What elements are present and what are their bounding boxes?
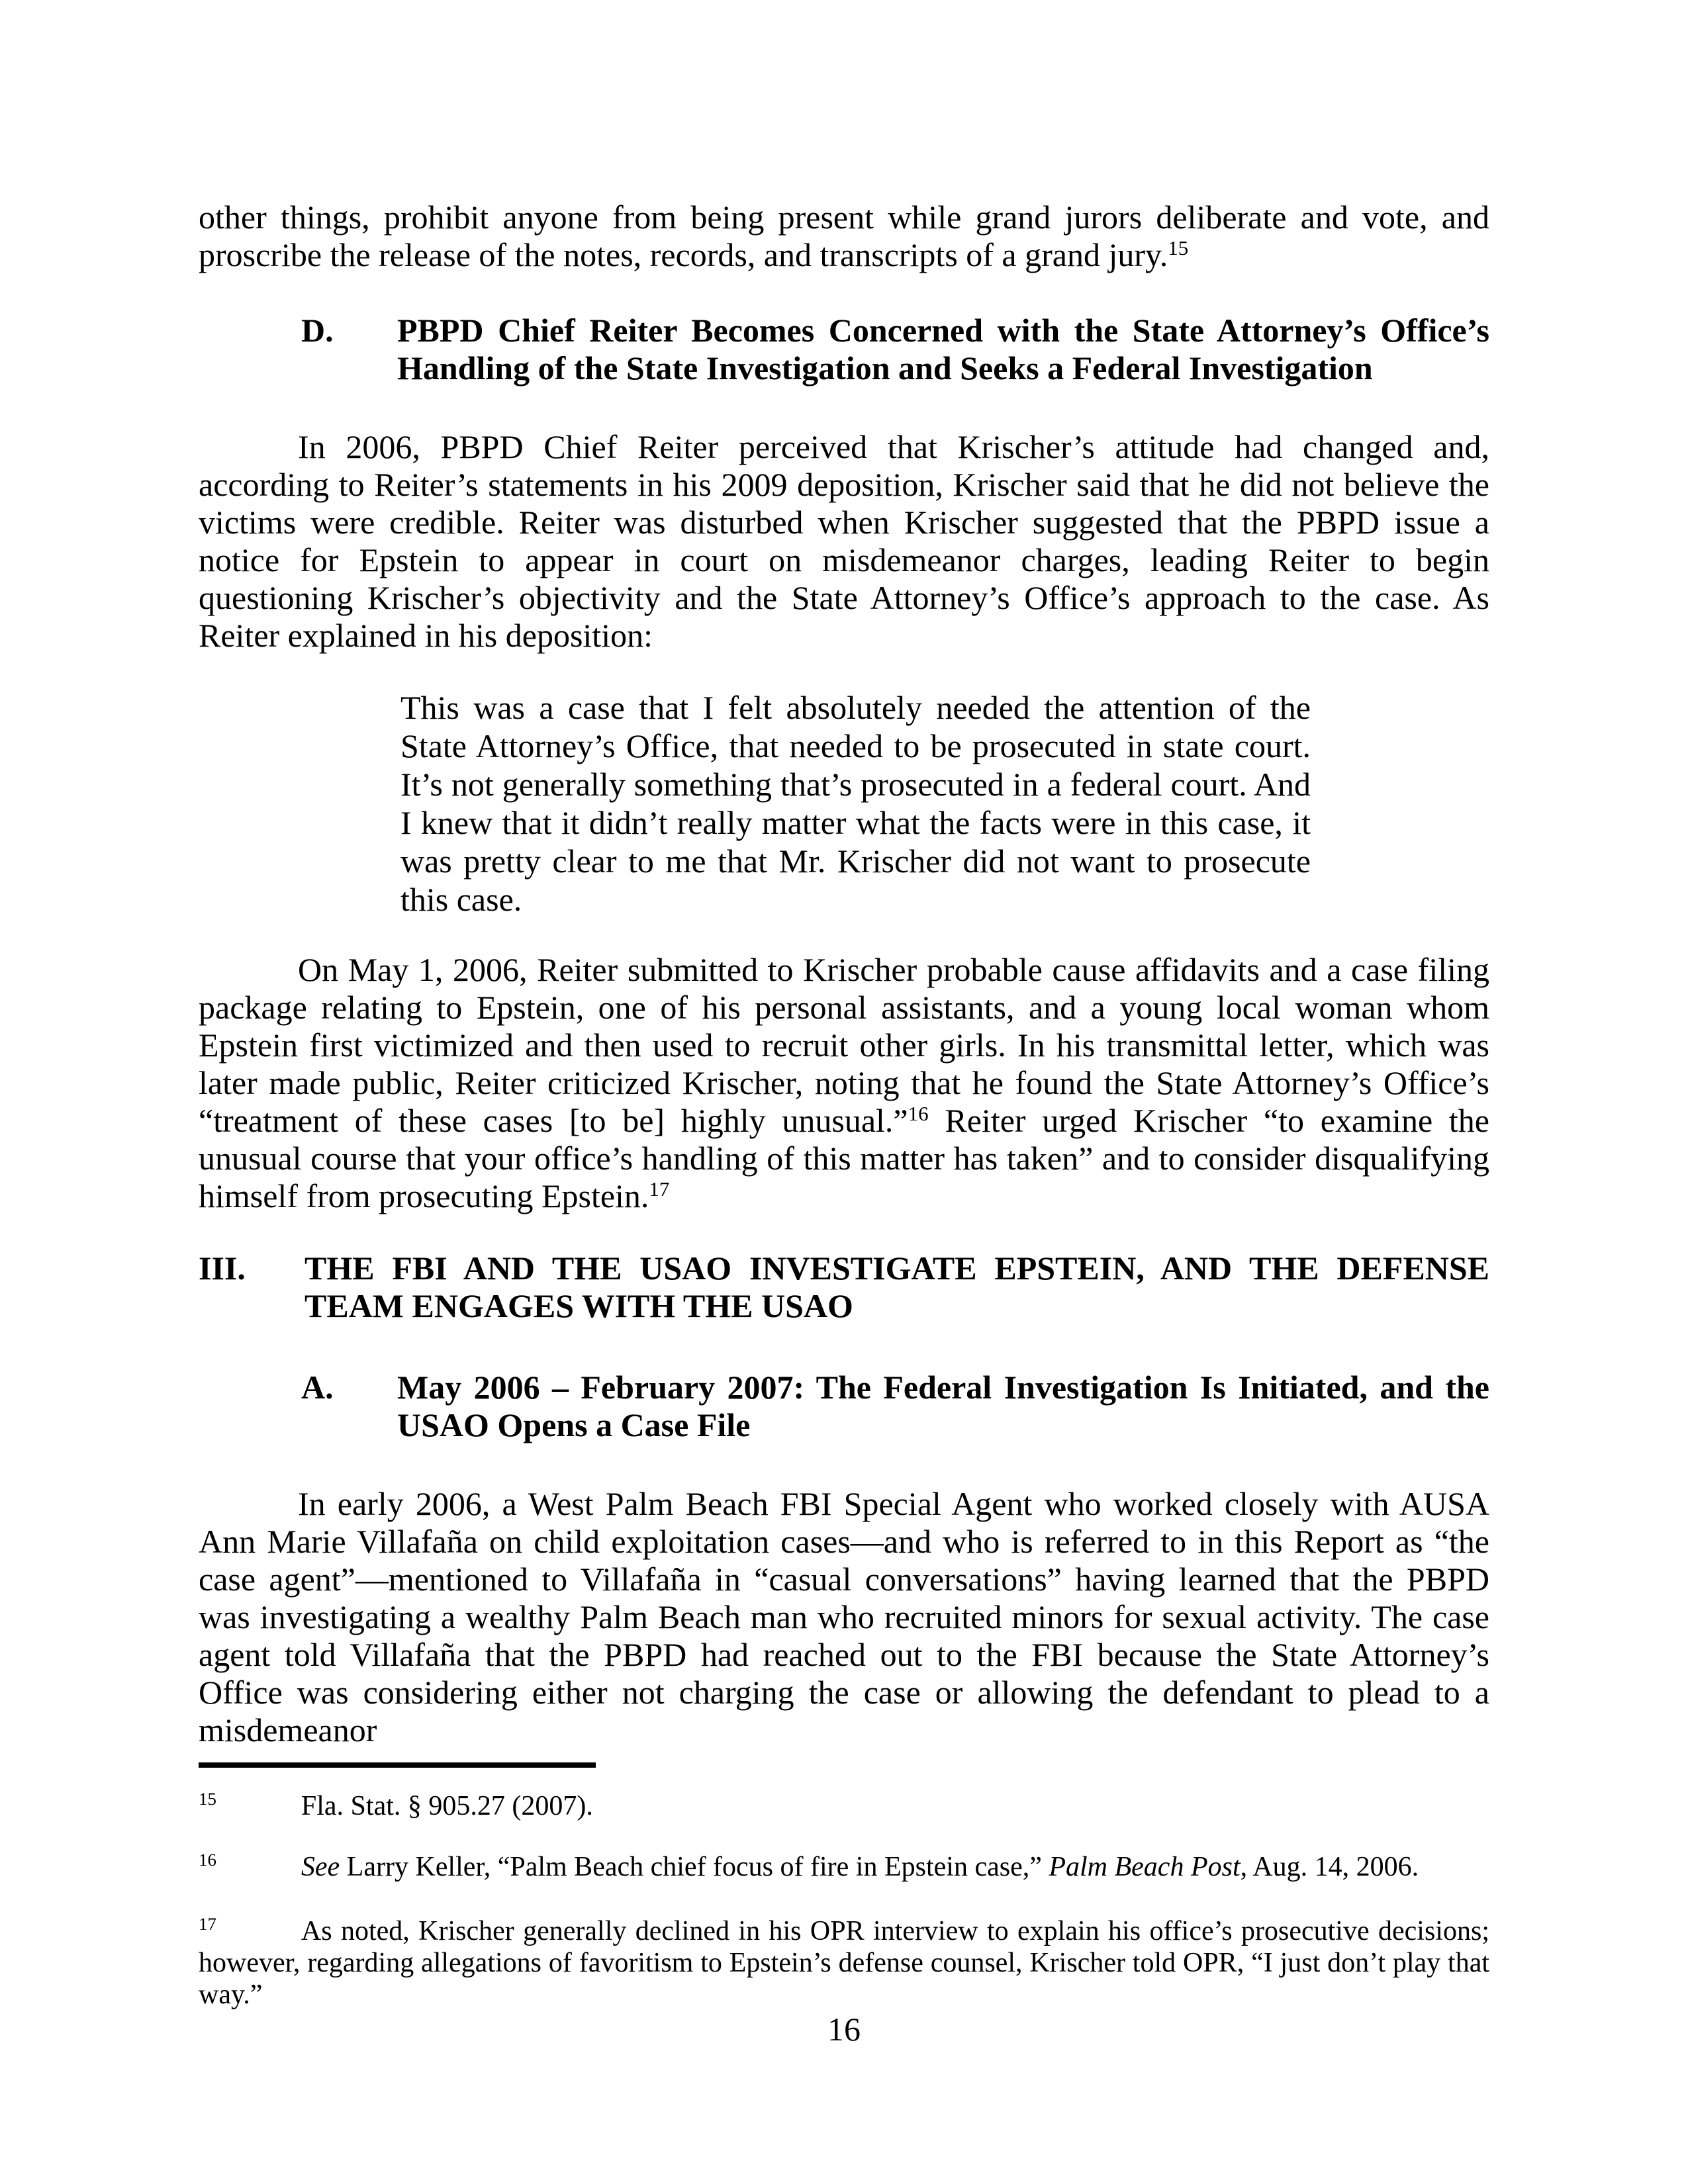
section-heading-iii <box>199 1250 1489 1325</box>
footnote-ref-15: 15 <box>1168 236 1189 259</box>
block-quote-reiter-deposition: This was a case that I felt absolutely needed the attention of the State Attorney’s Office, that needed to be prosecuted in state court. It’s not generally something that’s prosecuted in a federal court. And I knew that it didn’t really matter what the facts were in this case, it was pretty clear to me that Mr. Krischer did not want to prosecute this case. <box>400 689 1311 918</box>
footnote-16-number: 16 <box>199 1850 216 1870</box>
footnote-separator <box>199 1762 596 1768</box>
section-heading-a-label: A. <box>301 1369 334 1406</box>
section-heading-iii-label: III. <box>199 1250 246 1287</box>
footnote-15 <box>199 1790 1489 1822</box>
section-heading-iii-text: THE FBI AND THE USAO INVESTIGATE EPSTEIN, AND THE DEFENSE TEAM ENGAGES WITH THE USAO <box>305 1250 1489 1324</box>
paragraph-reiter-perception: In 2006, PBPD Chief Reiter perceived that Krischer’s attitude had changed and, according to Reiter’s statements in his 2009 deposition, Krischer said that he did not believe the victims were credible. Reiter was disturbed when Krischer suggested that the PBPD issue a notice for Epstein to appear in court on misdemeanor charges, leading Reiter to begin questioning Krischer’s objectivity and the State Attorney’s Office’s approach to the case. As Reiter explained in his deposition: <box>199 428 1489 654</box>
section-heading-d-label: D. <box>301 312 334 349</box>
section-heading-a-text: May 2006 – February 2007: The Federal Investigation Is Initiated, and the USAO Opens a Case File <box>397 1369 1489 1443</box>
paragraph-probable-cause-text-a: On May 1, 2006, Reiter submitted to Krischer probable cause affidavits and a case filing package relating to Epstein, one of his personal assistants, and a young local woman whom Epstein first victimized and then used to recruit other girls. In his transmittal letter, which was later made public, Reiter criticized Krischer, noting that he found the State Attorney’s Office’s “treatment of these cases [to be] highly unusual.” <box>199 951 1489 1139</box>
paragraph-probable-cause-text-b: Reiter urged Krischer “to examine the unusual course that your office’s handling of this matter has taken” and to consider disqualifying himself from prosecuting Epstein. <box>199 1102 1489 1214</box>
footnote-16 <box>199 1851 1489 1883</box>
section-heading-d-text: PBPD Chief Reiter Becomes Concerned with the State Attorney’s Office’s Handling of the State Investigation and Seeks a Federal Investigation <box>397 312 1489 387</box>
footnote-16-publication: Palm Beach Post <box>1049 1852 1241 1882</box>
footnote-16-see-signal: See <box>301 1852 340 1882</box>
paragraph-probable-cause <box>199 951 1489 1215</box>
footnote-17-text: As noted, Krischer generally declined in his OPR interview to explain his office’s prosecutive decisions; however, regarding allegations of favoritism to Epstein’s defense counsel, Krischer told OPR, “I just don’t play that way.” <box>199 1916 1489 2010</box>
footnote-17-number: 17 <box>199 1914 216 1934</box>
paragraph-fbi-investigation: In early 2006, a West Palm Beach FBI Special Agent who worked closely with AUSA Ann Marie Villafaña on child exploitation cases—and who is referred to in this Report as “the case agent”—mentioned to Villafaña in “casual conversations” having learned that the PBPD was investigating a wealthy Palm Beach man who recruited minors for sexual activity. The case agent told Villafaña that the PBPD had reached out to the FBI because the State Attorney’s Office was considering either not charging the case or allowing the defendant to plead to a misdemeanor <box>199 1485 1489 1749</box>
footnote-ref-17: 17 <box>649 1177 670 1201</box>
footnote-16-text-a: Larry Keller, “Palm Beach chief focus of fire in Epstein case,” <box>340 1852 1049 1882</box>
section-heading-a <box>199 1369 1489 1444</box>
paragraph-grand-jury <box>199 199 1489 274</box>
footnote-16-text-b: , Aug. 14, 2006. <box>1240 1852 1419 1882</box>
footnote-15-text: Fla. Stat. § 905.27 (2007). <box>301 1791 593 1821</box>
footnote-15-number: 15 <box>199 1789 216 1809</box>
page-number: 16 <box>827 2011 861 2048</box>
paragraph-grand-jury-text: other things, prohibit anyone from being present while grand jurors deliberate and vote, and proscribe the release of the notes, records, and transcripts of a grand jury. <box>199 199 1489 273</box>
footnote-17 <box>199 1915 1489 2011</box>
section-heading-d <box>199 312 1489 387</box>
footnotes <box>199 1790 1489 2011</box>
footnote-ref-16: 16 <box>908 1101 929 1125</box>
